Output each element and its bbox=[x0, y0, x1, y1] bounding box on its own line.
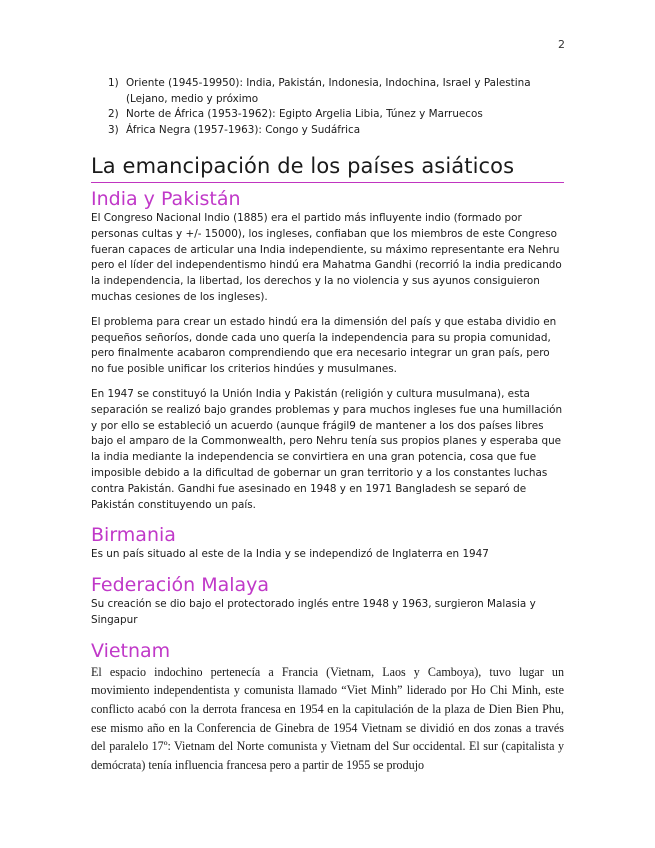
list-item bbox=[108, 107, 548, 123]
paragraph: El espacio indochino pertenecía a Francia (Vietnam, Laos y Camboya), tuvo lugar un movimiento independentista y comunista llamado “Viet Minh” liderado por Ho Chi Minh, este conflicto acabó con la derrota francesa en 1954 en la capitulación de la plaza de Dien Bien Phu, ese mismo año en la Conferencia de Ginebra de 1954 Vietnam se dividió en dos zonas a través del paralelo 17º: Vietnam del Norte comunista y Vietnam del Sur occidental. El sur (capitalista y demócrata) tenía influencia francesa pero a partir de 1955 se produjo bbox=[91, 664, 564, 772]
list-item-number: 1) bbox=[108, 77, 119, 89]
list-item bbox=[108, 76, 548, 107]
list-item-text: Norte de África (1953-1962): Egipto Argelia Libia, Túnez y Marruecos bbox=[126, 108, 483, 120]
list-item bbox=[108, 123, 548, 139]
content-body bbox=[91, 154, 564, 774]
paragraph: Es un país situado al este de la India y se independizó de Inglaterra en 1947 bbox=[91, 548, 489, 561]
section-heading-federacion-malaya: Federación Malaya bbox=[91, 574, 270, 597]
section-heading-birmania: Birmania bbox=[91, 524, 176, 547]
list-item-number: 3) bbox=[108, 123, 119, 136]
section-heading-vietnam: Vietnam bbox=[91, 639, 171, 662]
paragraph: El problema para crear un estado hindú era la dimensión del país y que estaba dividio en pequeños señoríos, donde cada uno quería la independencia para su propia comunidad, pero finalmente acabaron comprendiendo que era necesario integrar un gran país, pero no fue posible unificar los criterios hindúes y musulmanes. bbox=[91, 315, 557, 376]
paragraph: El Congreso Nacional Indio (1885) era el partido más influyente indio (formado por personas cultas y +/- 15000), los ingleses, confiaban que los miembros de este Congreso fueran capaces de articular una India independiente, su máximo representante era Nehru pero el líder del independentismo hindú era Mahatma Gandhi (recorrió la india predicando la independencia, la libertad, los derechos y la no violencia y sus ayunos consiguieron muchas cesiones de los ingleses). bbox=[91, 212, 562, 303]
list-item-text: Oriente (1945-19950): India, Pakistán, Indonesia, Indochina, Israel y Palestina (Lejano, medio y próximo bbox=[126, 77, 531, 105]
regions-list bbox=[108, 76, 548, 138]
paragraph: En 1947 se constituyó la Unión India y Pakistán (religión y cultura musulmana), esta separación se realizó bajo grandes problemas y para muchos ingleses fue una humillación y por ello se estableció un acuerdo (aunque frágil9 de mantener a los dos países libres bajo el amparo de la Commonwealth, pero Nehru tenía sus propios planes y esperaba que la india mediante la independencia se convirtiera en una gran potencia, cosa que fue imposible debido a la dificultad de gobernar un gran territorio y a los constantes luchas contra Pakistán. Gandhi fue asesinado en 1948 y en 1971 Bangladesh se separó de Pakistán constituyendo un país. bbox=[91, 387, 563, 511]
list-item-text: África Negra (1957-1963): Congo y Sudáfrica bbox=[126, 123, 361, 136]
paragraph: Su creación se dio bajo el protectorado inglés entre 1948 y 1963, surgieron Malasia y Singapur bbox=[91, 598, 536, 626]
list-item-number: 2) bbox=[108, 108, 119, 120]
page-number: 2 bbox=[558, 38, 565, 51]
section-heading-india-pakistan: India y Pakistán bbox=[91, 188, 241, 210]
main-heading: La emancipación de los países asiáticos bbox=[91, 154, 564, 183]
